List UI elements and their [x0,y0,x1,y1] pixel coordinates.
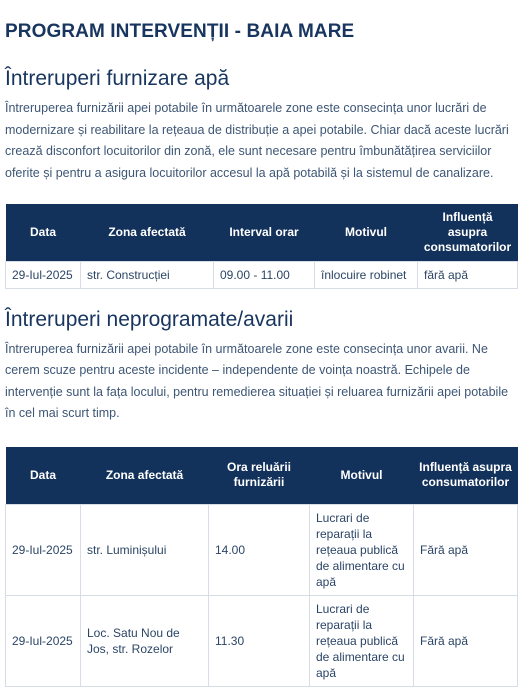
header-zone: Zona afectată [81,204,214,261]
cell-resume-time: 11.30 [209,596,310,687]
unplanned-section-title: Întreruperi neprogramate/avarii [5,307,294,331]
cell-resume-time: 14.00 [209,505,310,596]
cell-impact: Fără apă [414,596,518,687]
table-header-row [6,447,518,505]
table-header-row [6,204,518,261]
header-zone: Zona afectată [81,447,209,505]
planned-interruptions-table [5,204,518,289]
cell-date: 29-Iul-2025 [6,596,81,687]
header-impact: Influență asupra consumatorilor [414,447,518,505]
cell-reason: înlocuire robinet [315,261,418,288]
cell-interval: 09.00 - 11.00 [214,261,315,288]
cell-reason: Lucrari de reparații la rețeaua publică de alimentare cu apă [310,505,414,596]
cell-impact: Fără apă [414,505,518,596]
unplanned-interruptions-table [5,447,518,688]
planned-section-text: Întreruperea furnizării apei potabile în următoarele zone este consecința unor lucrări de modernizare și reabilitare la rețeaua de distribuție a apei potabile. Chiar dacă aceste lucrări crează disconfort locuitorilor din zonă, ele sunt necesare pentru îmbunătățirea serviciilor oferite și pentru a asigura locuitorilor accesul la apă potabilă și la sistemul de canalizare. [5,101,509,180]
cell-impact: fără apă [418,261,518,288]
unplanned-section-text: Întreruperea furnizării apei potabile în următoarele zone este consecința unor avarii. Ne cerem scuze pentru aceste incidente – independente de voința noastră. Echipele de intervenție sunt la fața locului, pentru remedierea situației și reluarea furnizării apei potabile în cel mai scurt timp. [5,341,509,420]
header-reason: Motivul [315,204,418,261]
planned-section-title: Întreruperi furnizare apă [5,67,230,90]
header-interval: Interval orar [214,204,315,261]
cell-reason: Lucrari de reparații la rețeaua publică de alimentare cu apă [310,596,414,687]
table-row [6,505,518,596]
header-resume-time: Ora reluării furnizării [209,447,310,505]
header-impact: Influență asupra consumatorilor [418,204,518,261]
header-reason: Motivul [310,447,414,505]
cell-zone: str. Luminișului [81,505,209,596]
header-date: Data [6,447,81,505]
header-date: Data [6,204,81,261]
cell-date: 29-Iul-2025 [6,261,81,288]
cell-zone: str. Construcției [81,261,214,288]
table-row [6,261,518,288]
cell-zone: Loc. Satu Nou de Jos, str. Rozelor [81,596,209,687]
cell-date: 29-Iul-2025 [6,505,81,596]
program-title: PROGRAM INTERVENȚII - BAIA MARE [5,21,355,42]
table-row [6,596,518,687]
